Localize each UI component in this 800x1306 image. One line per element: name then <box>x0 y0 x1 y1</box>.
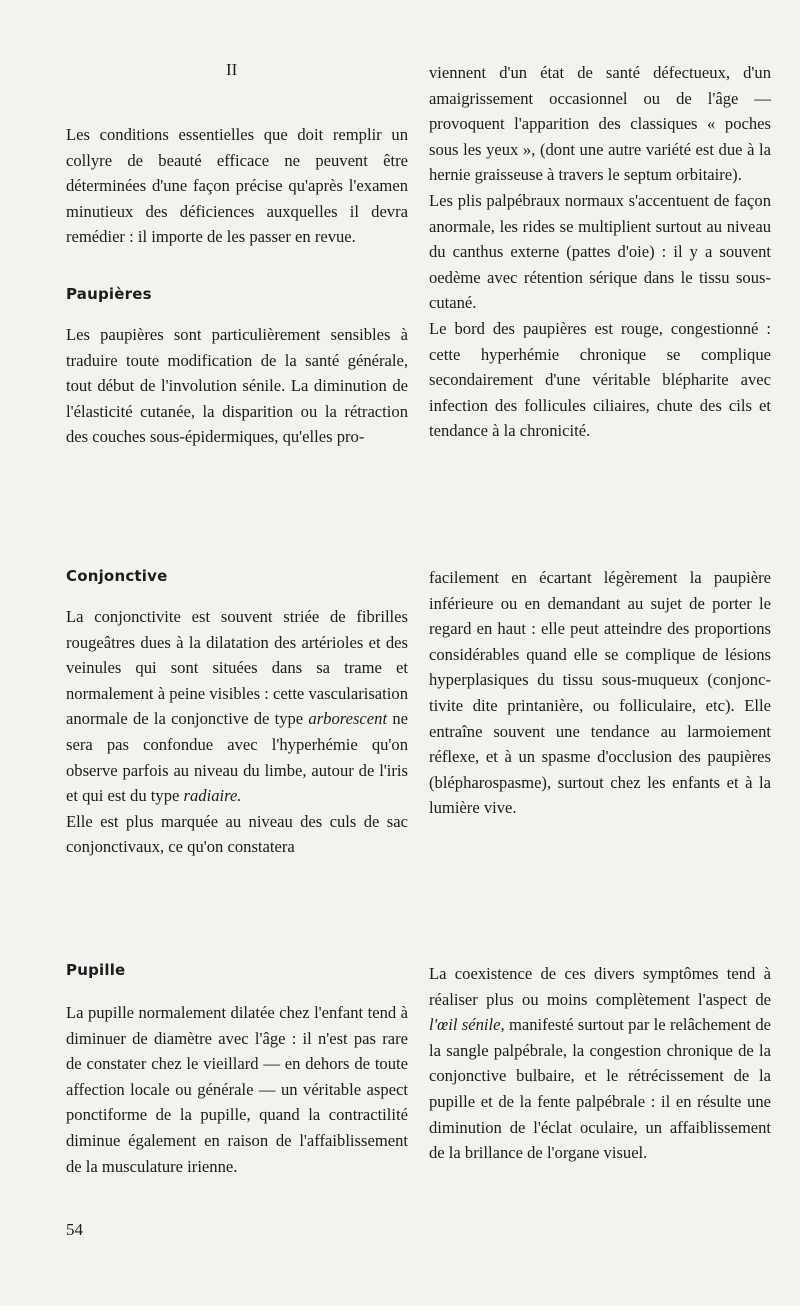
right-paragraph-3: Le bord des paupières est rouge, congestionné : cette hyperhémie chronique se complique secondairement d'une véritable blépharite avec infection des follicules ciliaires, chute des cils et tendance à la chronicité. <box>429 318 771 441</box>
conjonctive-text-1: La conjonctivite est souvent striée de fibrilles rougeâtres dues à la dilatation des artérioles et des veinules qui sont situées dans sa trame et normalement à peine visibles : cette vascularisation anormale de la conjonctive de type <box>66 607 408 729</box>
conjonctive-text-2: ne sera pas confondue avec l'hyperhémie qu'on observe parfois au niveau du limbe, autour de l'iris et qui est du type <box>66 709 408 806</box>
right-column-top <box>429 60 771 444</box>
intro-paragraph: Les conditions essentielles que doit remplir un collyre de beauté efficace ne peuvent être déterminées d'une façon précise qu'après l'examen minutieux des déficiences auxquelles il devra remédier : il importe de les passer en revue. <box>66 125 408 247</box>
page-number: 54 <box>66 1220 83 1239</box>
pupille-paragraph: La pupille normalement dilatée chez l'enfant tend à diminuer de diamètre avec l'âge : il n'est pas rare de constater chez le vieillard — en dehors de toute affection locale ou générale — un véritable aspect ponctiforme de la pupille, quand la contractilité diminue également en raison de l'affaiblissement de la musculature irienne. <box>66 1003 408 1176</box>
section-heading-pupille: Pupille <box>66 961 126 979</box>
conjonctive-text-3: Elle est plus marquée au niveau des culs de sac conjonctivaux, ce qu'on constatera <box>66 811 408 857</box>
right-column-bottom <box>429 961 771 1166</box>
section-heading-paupieres: Paupières <box>66 285 152 303</box>
right-paragraph-1: viennent d'un état de santé défectueux, d'un amaigrissement occasionnel ou de l'âge — provoquent l'apparition des classiques « poches sous les yeux », (dont une autre variété est due à la hernie graisseuse à travers le septum orbitaire). <box>429 63 771 185</box>
right-paragraph-2: Les plis palpébraux normaux s'accentuent de façon anormale, les rides se multiplient surtout au niveau du canthus externe (pattes d'oie) : il y a souvent oedème avec rétention sérique dans le tissu sous-cutané. <box>429 190 771 313</box>
right-paragraph-5: La coexistence de ces divers symptômes tend à réaliser plus ou moins complètement l'aspect de l'œil sénile, manifesté surtout par le relâchement de la sangle palpébrale, la congestion chronique de la conjonctive bulbaire, et le rétrécissement de la pupille et de la fente palpébrale : il en résulte une diminution de l'éclat oculaire, un affaiblissement de la brillance de l'organe visuel. <box>429 964 771 1163</box>
conjonctive-paragraph <box>66 604 408 860</box>
section-heading-conjonctive: Conjonctive <box>66 567 168 585</box>
emphasis-radiaire: radiaire. <box>183 786 242 806</box>
right-paragraph-4: facilement en écartant légèrement la paupière inférieure ou en demandant au sujet de porter le regard en haut : elle peut atteindre des proportions considérables quand elle se complique de lésions hyperplasiques du tissu sous-muqueux (conjonctivite dite printanière, ou folliculaire, etc). Elle entraîne souvent une tendance au larmoiement réflexe, et à un spasme d'occlusion des paupières (blépharospasme), surtout chez les enfants et à la lumière vive. <box>429 568 771 818</box>
paupieres-paragraph: Les paupières sont particulièrement sensibles à traduire toute modification de la santé générale, tout début de l'involution sénile. La diminution de l'élasticité cutanée, la disparition ou la rétraction des couches sous-épidermiques, qu'elles pro- <box>66 325 408 447</box>
emphasis-arborescent: arborescent <box>308 709 388 729</box>
right-column-middle <box>429 565 771 821</box>
emphasis-oeil-senile: l'œil sénile, <box>429 1015 505 1035</box>
chapter-number: II <box>226 60 238 79</box>
